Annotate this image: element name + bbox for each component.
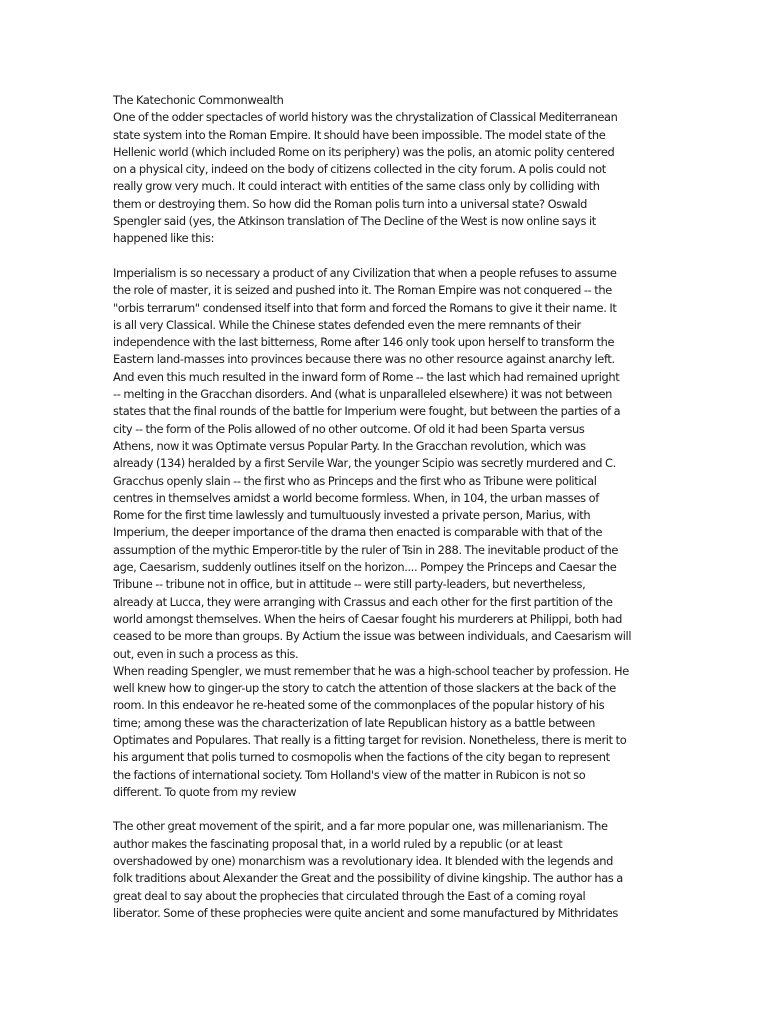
paragraph-spengler-quote: Imperialism is so necessary a product of any Civilization that when a people refuses to assume the role of master, it is seized and pushed into it. The Roman Empire was not conquered -- the "orbis terrarum" condensed itself into that form and forced the Romans to give it their name. It is all very Classical. While the Chinese states defended even the mere remnants of their independence with the last bitterness, Rome after 146 only took upon herself to transform the Eastern land-masses into provinces because there was no other resource against anarchy left. And even this much resulted in the inward form of Rome -- the last which had remained upright -- melting in the Gracchan disorders. And (what is unparalleled elsewhere) it was not between states that the final rounds of the battle for Imperium were fought, but between the parties of a city -- the form of the Polis allowed of no other outcome. Of old it had been Sparta versus Athens, now it was Optimate versus Popular Party. In the Gracchan revolution, which was already (134) heralded by a first Servile War, the younger Scipio was secretly murdered and C. Gracchus openly slain -- the first who as Princeps and the first who as Tribune were political centres in themselves amidst a world become formless. When, in 104, the urban masses of Rome for the first time lawlessly and tumultuously invested a private person, Marius, with Imperium, the deeper importance of the drama then enacted is comparable with that of the assumption of the mythic Emperor-title by the ruler of Tsin in 288. The inevitable product of the age, Caesarism, suddenly outlines itself on the horizon.... Pompey the Princeps and Caesar the Tribune -- tribune not in office, but in attitude -- were still party-leaders, but nevertheless, already at Lucca, they were arranging with Crassus and each other for the first partition of the world amongst themselves. When the heirs of Caesar fought his murderers at Philippi, both had ceased to be more than groups. By Actium the issue was between individuals, and Caesarism will out, even in such a process as this. (113, 265, 632, 661)
paragraph-spengler-commentary: When reading Spengler, we must remember that he was a high-school teacher by profession. He well knew how to ginger-up the story to catch the attention of those slackers at the back of the room. In this endeavor he re-heated some of the commonplaces of the popular history of his time; among these was the characterization of late Republican history as a battle between Optimates and Populares. That really is a fitting target for revision. Nonetheless, there is merit to his argument that polis turned to cosmopolis when the factions of the city began to represent the factions of international society. Tom Holland's view of the matter in Rubicon is not so different. To quote from my review (113, 663, 629, 799)
document-page (113, 92, 659, 922)
paragraph-intro: One of the odder spectacles of world history was the chrystalization of Classical Mediterranean state system into the Roman Empire. It should have been impossible. The model state of the Hellenic world (which included Rome on its periphery) was the polis, an atomic polity centered on a physical city, indeed on the body of citizens collected in the city forum. A polis could not really grow very much. It could interact with entities of the same class only by colliding with them or destroying them. So how did the Roman polis turn into a universal state? Oswald Spengler said (yes, the Atkinson translation of The Decline of the West is now online says it happened like this: (113, 110, 618, 246)
document-title: The Katechonic Commonwealth (113, 93, 284, 107)
paragraph-gap (113, 248, 659, 265)
paragraph-review-quote: The other great movement of the spirit, and a far more popular one, was millenarianism. The author makes the fascinating proposal that, in a world ruled by a republic (or at least overshadowed by one) monarchism was a revolutionary idea. It blended with the legends and folk traditions about Alexander the Great and the possibility of divine kingship. The author has a great deal to say about the prophecies that circulated through the East of a coming royal liberator. Some of these prophecies were quite ancient and some manufactured by Mithridates (113, 819, 623, 920)
paragraph-gap (113, 801, 659, 818)
